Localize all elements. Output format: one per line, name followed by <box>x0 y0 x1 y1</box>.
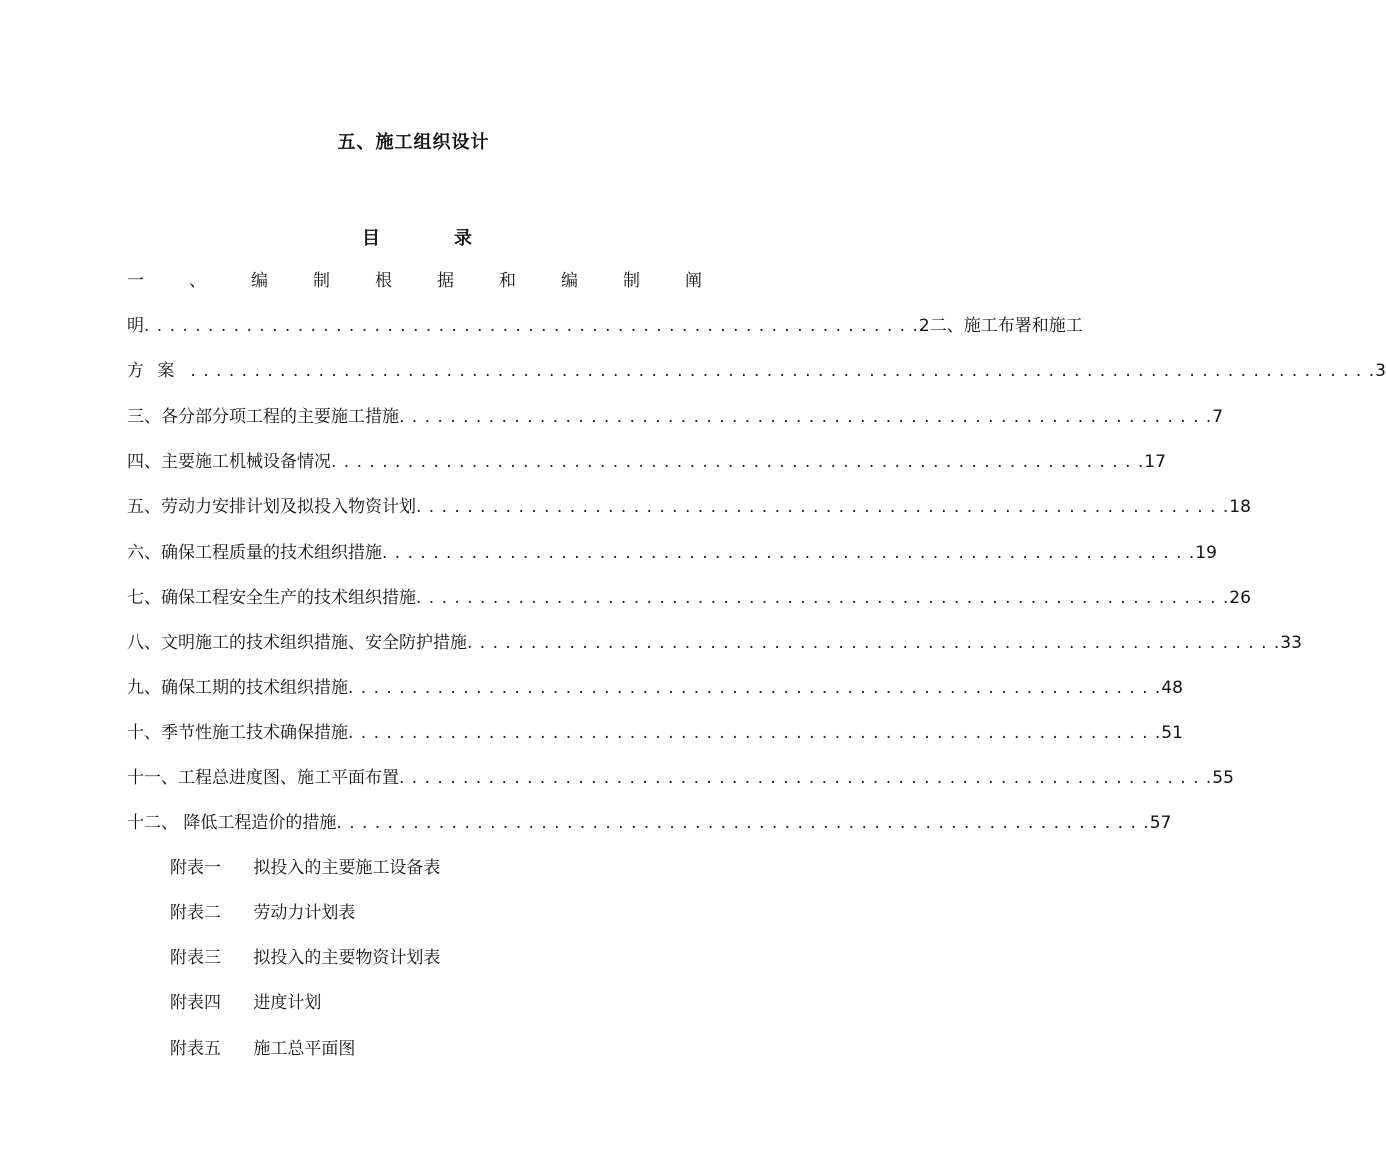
leader-dots: . . . . . . . . . . . . . . . . . . . . . . . . . . . . . . . . . . . . . . . . . . . . . . . . . . . . . . . . . . . . . . . . <box>348 678 1162 698</box>
toc-heading-right: 录 <box>454 228 472 249</box>
appendix-item[interactable] <box>170 855 440 881</box>
toc-entry-label: 六、确保工程质量的技术组织措施 <box>127 543 382 563</box>
toc-entry[interactable] <box>127 449 1166 475</box>
toc-line-1-char: 制 <box>623 271 640 291</box>
leader-dots: . . . . . . . . . . . . . . . . . . . . . . . . . . . . . . . . . . . . . . . . . . . . . . . . . . . . . . . . . . . . . . . . <box>467 633 1281 653</box>
toc-entry-page: 19 <box>1195 543 1217 563</box>
toc-entry-label: 四、主要施工机械设备情况 <box>127 452 331 472</box>
toc-entry-page: 57 <box>1149 813 1172 833</box>
toc-line-2-text: 明 <box>127 316 144 336</box>
toc-entry-label: 十、季节性施工技术确保措施 <box>127 723 348 743</box>
toc-entry[interactable] <box>127 494 1251 520</box>
leader-dots: . . . . . . . . . . . . . . . . . . . . . . . . . . . . . . . . . . . . . . . . . . . . . . . . . . . . . . . . . . . . . . . . . . . . . . . . . . . . . . . . . . . . . . . . . . . . . <box>190 361 1376 381</box>
appendix-item[interactable] <box>170 900 355 926</box>
toc-entry[interactable] <box>127 540 1217 566</box>
appendix-desc: 拟投入的主要施工设备表 <box>253 858 441 878</box>
toc-entry[interactable] <box>127 720 1183 746</box>
toc-line-1-char: 阐 <box>685 271 702 291</box>
toc-entry-label: 九、确保工期的技术组织措施 <box>127 678 348 698</box>
appendix-name: 附表四 <box>170 993 221 1013</box>
toc-entry-page: 48 <box>1161 678 1183 698</box>
toc-line-1-char: 编 <box>561 271 578 291</box>
toc-entry-label: 七、确保工程安全生产的技术组织措施 <box>127 588 416 608</box>
toc-entry-page: 26 <box>1229 588 1251 608</box>
leader-dots: . . . . . . . . . . . . . . . . . . . . . . . . . . . . . . . . . . . . . . . . . . . . . . . . . . . . . . . . . . . . . <box>144 316 919 336</box>
leader-dots: . . . . . . . . . . . . . . . . . . . . . . . . . . . . . . . . . . . . . . . . . . . . . . . . . . . . . . . . . . . . . . . . <box>399 768 1213 788</box>
appendix-desc: 劳动力计划表 <box>253 903 356 923</box>
leader-dots: . . . . . . . . . . . . . . . . . . . . . . . . . . . . . . . . . . . . . . . . . . . . . . . . . . . . . . . . . . . . . . . . <box>382 543 1196 563</box>
appendix-name: 附表五 <box>170 1039 221 1059</box>
leader-dots: . . . . . . . . . . . . . . . . . . . . . . . . . . . . . . . . . . . . . . . . . . . . . . . . . . . . . . . . . . . . . . . . <box>336 813 1150 833</box>
toc-entry-page: 51 <box>1161 723 1183 743</box>
toc-entry-label: 十二、 降低工程造价的措施 <box>127 813 337 833</box>
appendix-item[interactable] <box>170 945 440 971</box>
toc-entry-page: 7 <box>1212 407 1224 427</box>
toc-line-3 <box>127 358 1386 384</box>
toc-line-3-page: 3 <box>1375 361 1386 381</box>
toc-line-1-char: 据 <box>437 271 454 291</box>
appendix-name: 附表三 <box>170 948 221 968</box>
toc-entry-label: 三、各分部分项工程的主要施工措施 <box>127 407 399 427</box>
toc-line-1-char: 根 <box>375 271 392 291</box>
toc-line-1-char: 、 <box>189 271 206 291</box>
toc-entry[interactable] <box>127 404 1224 430</box>
toc-entry-page: 33 <box>1280 633 1302 653</box>
toc-entry-label: 八、文明施工的技术组织措施、安全防护措施 <box>127 633 467 653</box>
toc-line-2-page: 2二、施工布署和施工 <box>918 316 1083 336</box>
toc-entry-label: 五、劳动力安排计划及拟投入物资计划 <box>127 497 416 517</box>
toc-entry[interactable] <box>127 810 1172 836</box>
toc-line-1-char: 一 <box>127 271 144 291</box>
toc-entry-page: 18 <box>1229 497 1251 517</box>
appendix-desc: 进度计划 <box>253 993 322 1013</box>
toc-heading <box>362 224 472 250</box>
toc-entry[interactable] <box>127 585 1251 611</box>
leader-dots: . . . . . . . . . . . . . . . . . . . . . . . . . . . . . . . . . . . . . . . . . . . . . . . . . . . . . . . . . . . . . . . . <box>348 723 1162 743</box>
toc-entry[interactable] <box>127 630 1302 656</box>
appendix-name: 附表二 <box>170 903 221 923</box>
appendix-desc: 拟投入的主要物资计划表 <box>253 948 441 968</box>
leader-dots: . . . . . . . . . . . . . . . . . . . . . . . . . . . . . . . . . . . . . . . . . . . . . . . . . . . . . . . . . . . . . . . . <box>416 497 1230 517</box>
appendix-item[interactable] <box>170 1036 355 1062</box>
toc-entry[interactable] <box>127 765 1234 791</box>
toc-line-1-char: 编 <box>251 271 268 291</box>
toc-line-1-char: 制 <box>313 271 330 291</box>
leader-dots: . . . . . . . . . . . . . . . . . . . . . . . . . . . . . . . . . . . . . . . . . . . . . . . . . . . . . . . . . . . . . . . . <box>416 588 1230 608</box>
toc-heading-left: 目 <box>362 228 380 249</box>
toc-entry-label: 十一、工程总进度图、施工平面布置 <box>127 768 399 788</box>
page-title: 五、施工组织设计 <box>337 132 490 153</box>
appendix-desc: 施工总平面图 <box>253 1039 356 1059</box>
appendix-item[interactable] <box>170 990 321 1016</box>
toc-line-2 <box>127 313 1083 339</box>
toc-line-1-char: 和 <box>499 271 516 291</box>
toc-entry-page: 55 <box>1212 768 1234 788</box>
toc-line-3-text: 方 案 <box>127 361 179 381</box>
toc-entry-page: 17 <box>1144 452 1166 472</box>
toc-line-1 <box>127 268 702 294</box>
leader-dots: . . . . . . . . . . . . . . . . . . . . . . . . . . . . . . . . . . . . . . . . . . . . . . . . . . . . . . . . . . . . . . . . <box>399 407 1213 427</box>
leader-dots: . . . . . . . . . . . . . . . . . . . . . . . . . . . . . . . . . . . . . . . . . . . . . . . . . . . . . . . . . . . . . . . . <box>331 452 1145 472</box>
appendix-name: 附表一 <box>170 858 221 878</box>
toc-entry[interactable] <box>127 675 1183 701</box>
